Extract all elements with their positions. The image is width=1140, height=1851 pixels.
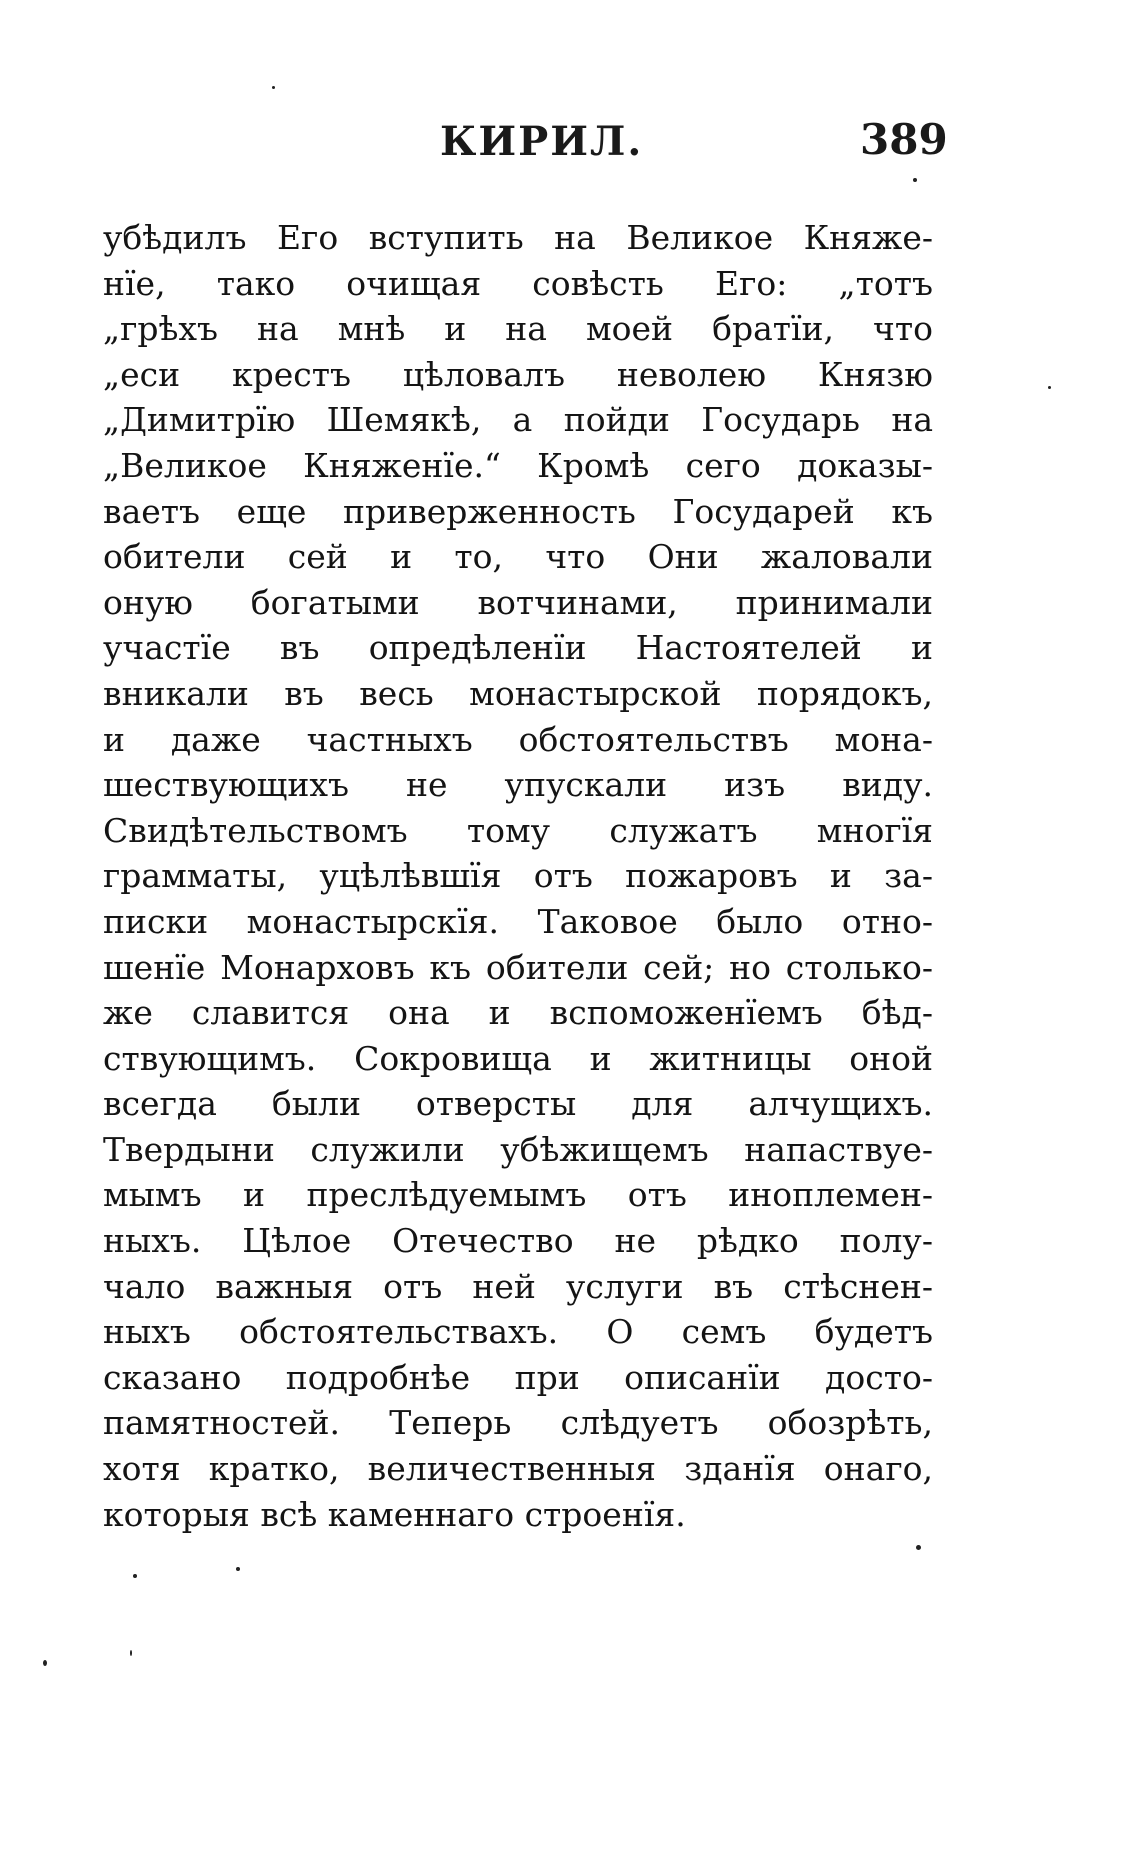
text-line: Свидѣтельствомъ тому служатъ многїя [103,810,933,850]
text-line: „Димитрїю Шемякѣ, а пойди Государь на [103,400,933,440]
text-line: обители сей и то, что Они жаловали [103,537,933,577]
page-number: 389 [860,115,948,164]
text-line: шенїе Монарховъ къ обители сей; но столько- [103,947,933,987]
text-line: шествующихъ не упускали изъ виду. [103,765,933,805]
text-line: нїе, тако очищая совѣсть Его: „тотъ [103,263,933,303]
text-line: памятностей. Теперь слѣдуетъ обозрѣть, [103,1403,933,1443]
scan-speck [916,1545,921,1550]
text-line: участїе въ опредѣленїи Настоятелей и [103,628,933,668]
text-line: же славится она и вспоможенїемъ бѣд- [103,993,933,1033]
scan-speck [43,1660,47,1666]
text-line: грамматы, уцѣлѣвшїя отъ пожаровъ и за- [103,856,933,896]
body-text [103,215,933,1537]
text-line: чало важныя отъ ней услуги въ стѣснен- [103,1266,933,1306]
text-line: сказано подробнѣе при описанїи досто- [103,1357,933,1397]
scan-speck [133,1574,137,1578]
scan-speck [1048,386,1051,389]
scan-speck [913,178,917,182]
text-line: ваетъ еще приверженность Государей къ [103,491,933,531]
text-line: „грѣхъ на мнѣ и на моей братїи, что [103,309,933,349]
text-line: которыя всѣ каменнаго строенїя. [103,1494,686,1534]
text-line: ныхъ. Цѣлое Отечество не рѣдко полу- [103,1221,933,1261]
text-line: убѣдилъ Его вступить на Великое Княже- [103,218,933,257]
running-head: КИРИЛ. [440,118,644,165]
scan-speck [272,86,275,89]
text-line: мымъ и преслѣдуемымъ отъ иноплемен- [103,1175,933,1215]
text-line: хотя кратко, величественныя зданїя онаго, [103,1449,933,1489]
scan-speck [130,1650,132,1656]
text-line: Твердыни служили убѣжищемъ напаствуе- [103,1129,933,1169]
text-line: и даже частныхъ обстоятельствъ мона- [103,719,933,759]
text-line: всегда были отверсты для алчущихъ. [103,1084,933,1124]
text-line: писки монастырскїя. Таковое было отно- [103,901,933,941]
scan-speck [236,1567,240,1571]
text-line: ствующимъ. Сокровища и житницы оной [103,1038,933,1078]
text-line: оную богатыми вотчинами, принимали [103,582,933,622]
text-line: вникали въ весь монастырской порядокъ, [103,673,933,713]
text-line: „Великое Княженїе.“ Кромѣ сего доказы- [103,445,933,485]
text-line: ныхъ обстоятельствахъ. О семъ будетъ [103,1312,933,1352]
text-line: „еси крестъ цѣловалъ неволею Князю [103,354,933,394]
